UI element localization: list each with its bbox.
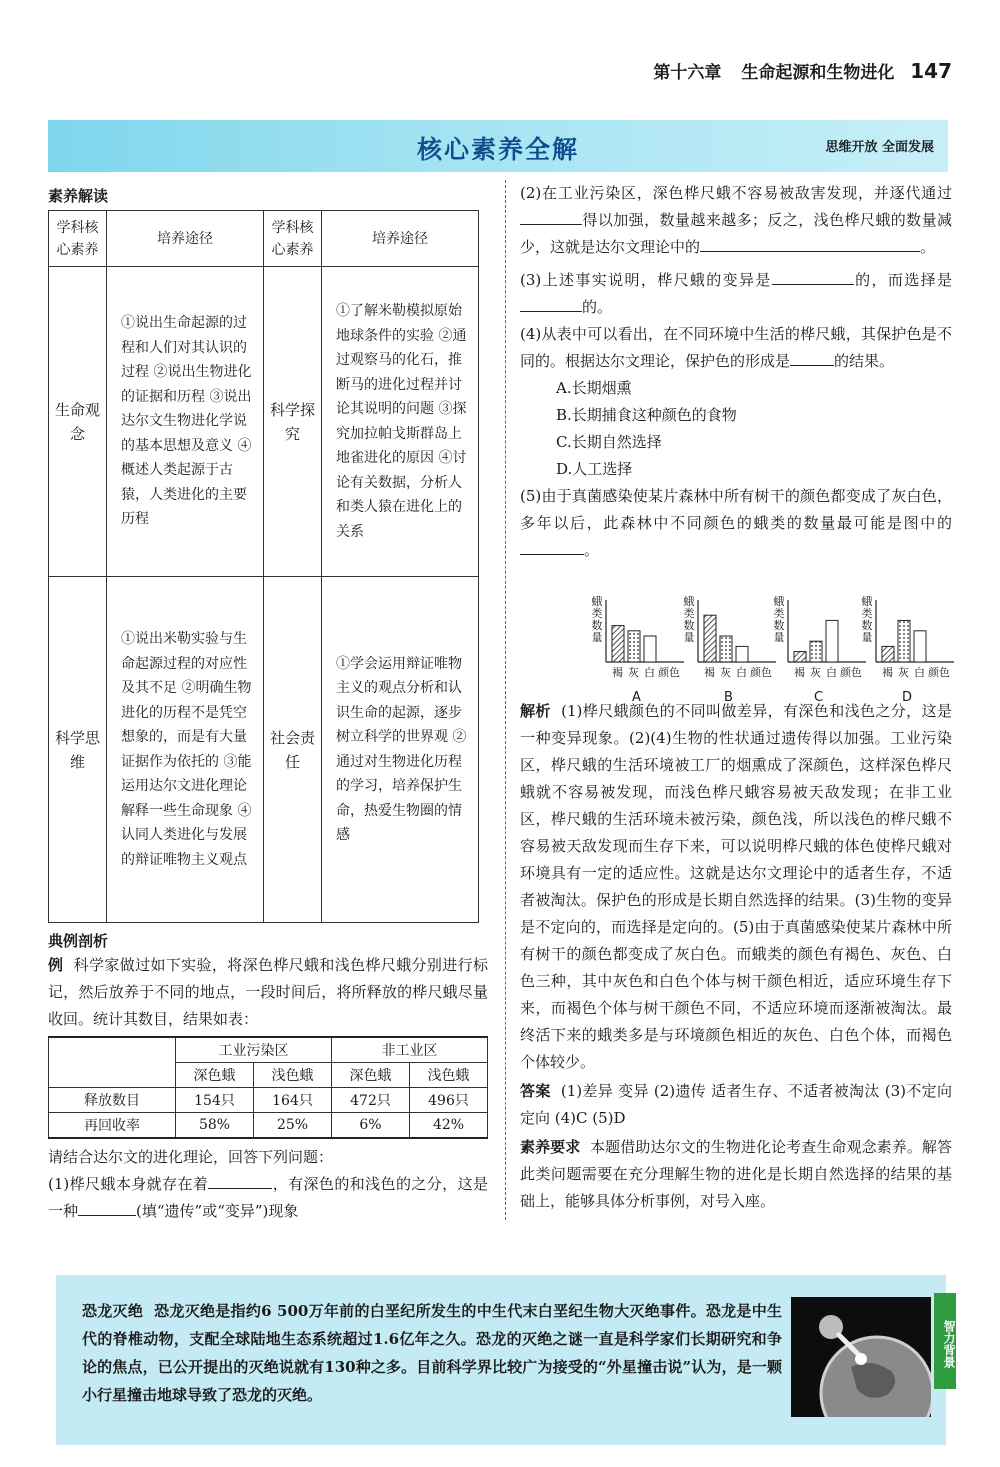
x-tick-label: 白 bbox=[644, 666, 655, 679]
table-cell: 58% bbox=[176, 1113, 254, 1139]
path-cell: ①学会运用辩证唯物主义的观点分析和认识生命的起源，逐步树立科学的世界观 ②通过对生物进化历程的学习，培养保护生命，热爱生物圈的情感 bbox=[322, 577, 479, 923]
requirement-label: 素养要求 bbox=[520, 1138, 581, 1156]
path-cell: ①说出生命起源的过程和人们对其认识的过程 ②说出生物进化的证据和历程 ③说出达尔文生物进化学说的基本思想及意义 ④概述人类起源于古猿，人类进化的主要历程 bbox=[107, 267, 264, 577]
background-body: 恐龙灭绝是指约6 500万年前的白垩纪所发生的中生代末白垩纪生物大灭绝事件。恐龙是中生代的脊椎动物，支配全球陆地生态系统超过1.6亿年之久。恐龙的灭绝之谜一直是科学家们长期研究和争论的焦点，已公开提出的灭绝说就有130种之多。目前科学界比较广为接受的“外星撞击说”认为，是一颗小行星撞击地球导致了恐龙的灭绝。 bbox=[82, 1302, 782, 1404]
y-axis-label: 蛾类数量 bbox=[861, 595, 873, 644]
path-cell: ①说出米勒实验与生命起源过程的对应性及其不足 ②明确生物进化的历程不是凭空想象的，而是有大量证据作为依托的 ③能运用达尔文进化理论解释一些生命现象 ④认同人类进化与发展的辩证唯物主义观点 bbox=[107, 577, 264, 923]
x-tick-label: 灰 bbox=[810, 666, 821, 679]
table-cell: 154只 bbox=[176, 1088, 254, 1113]
question-4: (4)从表中可以看出，在不同环境中生活的桦尺蛾，其保护色是不同的。根据达尔文理论，保护色的形成是 的结果。 bbox=[520, 325, 952, 370]
chart-letter: D bbox=[902, 690, 913, 705]
core-literacy-cell: 生命观念 bbox=[49, 267, 107, 577]
chart-panel-a bbox=[588, 595, 688, 705]
table-cell: 42% bbox=[410, 1113, 488, 1139]
bar-灰 bbox=[810, 641, 822, 662]
x-axis-label: 颜色 bbox=[928, 666, 950, 679]
group-header: 工业污染区 bbox=[176, 1037, 332, 1063]
x-tick-label: 褐 bbox=[704, 666, 715, 679]
x-tick-label: 白 bbox=[736, 666, 747, 679]
y-axis-label: 蛾类数量 bbox=[591, 595, 603, 644]
bar-褐 bbox=[612, 626, 624, 662]
example-section-label: 典例剖析 bbox=[48, 932, 109, 950]
option-d: D.人工选择 bbox=[556, 460, 633, 478]
bar-褐 bbox=[704, 615, 716, 662]
question-1: (1)桦尺蛾本身就存在着 ，有深色的和浅色的之分，这是一种 (填“遗传”或“变异”)现象 bbox=[48, 1171, 488, 1225]
question-5: (5)由于真菌感染使某片森林中所有树干的颜色都变成了灰白色，多年以后，此森林中不同颜色的蛾类的数量最可能是图中的。 bbox=[520, 487, 952, 559]
chart-letter: B bbox=[724, 690, 733, 705]
literacy-table bbox=[48, 210, 479, 923]
bar-灰 bbox=[720, 636, 732, 662]
chart-letter: A bbox=[632, 690, 641, 705]
example-questions-right bbox=[520, 180, 952, 564]
table-row bbox=[49, 577, 479, 923]
bar-灰 bbox=[628, 631, 640, 662]
analysis-block bbox=[520, 698, 952, 1215]
example-intro-text: 科学家做过如下实验，将深色桦尺蛾和浅色桦尺蛾分别进行标记，然后放养于不同的地点，一段时间后，将所释放的桦尺蛾尽量收回。统计其数目，结果如表： bbox=[48, 956, 488, 1028]
x-tick-label: 灰 bbox=[628, 666, 639, 679]
path-cell: ①了解米勒模拟原始地球条件的实验 ②通过观察马的化石，推断马的进化过程并讨论其说明的问题 ③探究加拉帕戈斯群岛上地雀进化的原因 ④讨论有关数据，分析人和类人猿在进化上的关系 bbox=[322, 267, 479, 577]
table-cell: 164只 bbox=[254, 1088, 332, 1113]
core-literacy-cell: 科学探究 bbox=[264, 267, 322, 577]
x-tick-label: 白 bbox=[826, 666, 837, 679]
col-header-path-1: 培养途径 bbox=[107, 211, 264, 267]
group-header: 非工业区 bbox=[332, 1037, 488, 1063]
col-header-core-1: 学科核心素养 bbox=[49, 211, 107, 267]
chart-panel-d bbox=[858, 595, 958, 705]
section-banner bbox=[48, 120, 948, 172]
background-knowledge-box bbox=[56, 1275, 956, 1445]
example-label: 例 bbox=[48, 956, 64, 974]
x-axis-label: 颜色 bbox=[840, 666, 862, 679]
row-label: 释放数目 bbox=[49, 1088, 176, 1113]
x-tick-label: 灰 bbox=[720, 666, 731, 679]
table-cell: 472只 bbox=[332, 1088, 410, 1113]
chart-panel-b bbox=[680, 595, 780, 705]
x-tick-label: 褐 bbox=[882, 666, 893, 679]
analysis-label: 解析 bbox=[520, 702, 551, 720]
requirement-text: 本题借助达尔文的生物进化论考查生命观念素养。解答此类问题需要在充分理解生物的进化是长期自然选择的结果的基础上，能够具体分析事例，对号入座。 bbox=[520, 1138, 952, 1210]
table-cell: 25% bbox=[254, 1113, 332, 1139]
x-tick-label: 褐 bbox=[794, 666, 805, 679]
bar-褐 bbox=[794, 652, 806, 662]
bar-白 bbox=[644, 636, 656, 662]
prompt: 请结合达尔文的进化理论，回答下列问题： bbox=[48, 1148, 334, 1166]
answer-text: (1)差异 变异 (2)遗传 适者生存、不适者被淘汰 (3)不定向 定向 (4)C (5)D bbox=[520, 1082, 952, 1127]
asteroid-earth-image bbox=[791, 1297, 931, 1417]
y-axis-label: 蛾类数量 bbox=[773, 595, 785, 644]
page-header bbox=[653, 58, 952, 83]
question-2: (2)在工业污染区，深色桦尺蛾不容易被敌害发现，并逐代通过得以加强，数量越来越多；反之，浅色桦尺蛾的数量减少，这就是达尔文理论中的 。 bbox=[520, 184, 952, 256]
row-label: 再回收率 bbox=[49, 1113, 176, 1139]
background-text bbox=[82, 1297, 782, 1409]
sub-header: 浅色蛾 bbox=[410, 1063, 488, 1088]
chapter-number: 第十六章 bbox=[653, 63, 722, 83]
background-title: 恐龙灭绝 bbox=[82, 1302, 144, 1320]
x-axis-label: 颜色 bbox=[658, 666, 680, 679]
bar-灰 bbox=[898, 620, 910, 662]
y-axis-label: 蛾类数量 bbox=[683, 595, 695, 644]
table-row bbox=[49, 1113, 488, 1139]
data-table bbox=[48, 1036, 488, 1139]
table-row bbox=[49, 267, 479, 577]
knowledge-tag: 智力背景 bbox=[934, 1293, 956, 1389]
question-3: (3)上述事实说明，桦尺蛾的变异是 的，而选择是的。 bbox=[520, 267, 952, 321]
banner-slogan: 思维开放 全面发展 bbox=[825, 140, 934, 155]
example-intro bbox=[48, 952, 488, 1033]
col-header-core-2: 学科核心素养 bbox=[264, 211, 322, 267]
option-b: B.长期捕食这种颜色的食物 bbox=[556, 406, 737, 424]
sub-header: 浅色蛾 bbox=[254, 1063, 332, 1088]
x-tick-label: 灰 bbox=[898, 666, 909, 679]
chart-letter: C bbox=[814, 690, 824, 705]
core-literacy-cell: 科学思维 bbox=[49, 577, 107, 923]
option-c: C.长期自然选择 bbox=[556, 433, 662, 451]
literacy-section-label: 素养解读 bbox=[48, 187, 109, 205]
sub-header: 深色蛾 bbox=[176, 1063, 254, 1088]
option-a: A.长期烟熏 bbox=[556, 379, 632, 397]
chart-panel-c bbox=[770, 595, 870, 705]
bar-白 bbox=[736, 646, 748, 662]
table-cell: 496只 bbox=[410, 1088, 488, 1113]
core-literacy-cell: 社会责任 bbox=[264, 577, 322, 923]
banner-title: 核心素养全解 bbox=[416, 135, 579, 164]
x-tick-label: 白 bbox=[914, 666, 925, 679]
x-axis-label: 颜色 bbox=[750, 666, 772, 679]
analysis-text: (1)桦尺蛾颜色的不同叫做差异，有深色和浅色之分，这是一种变异现象。(2)(4)生物的性状通过遗传得以加强。工业污染区，桦尺蛾的生活环境被工厂的烟熏成了深颜色，这样深色桦尺蛾就不容易被发现，而浅色桦尺蛾容易被天敌发现；在非工业区，桦尺蛾的生活环境未被污染，颜色浅，所以浅色的桦尺蛾不容易被天敌发现而生存下来，可以说明桦尺蛾的体色使桦尺蛾对环境具有一定的适应性。这就是达尔文理论中的适者生存，不适者被淘汰。保护色的形成是长期自然选择的结果。(3)生物的变异是不定向的，而选择是定向的。(5)由于真菌感染使某片森林中所有树干的颜色都变成了灰白色。而蛾类的颜色有褐色、灰色、白色三种，其中灰色和白色个体与树干颜色相近，适应环境生存下来，而褐色个体与树干颜色不同，不适应环境而逐渐被淘汰。最终活下来的蛾类多是与环境颜色相近的灰色、白色个体，而褐色个体较少。 bbox=[520, 702, 952, 1071]
col-header-path-2: 培养途径 bbox=[322, 211, 479, 267]
table-row bbox=[49, 1088, 488, 1113]
x-tick-label: 褐 bbox=[612, 666, 623, 679]
bar-白 bbox=[826, 620, 838, 662]
page-number: 147 bbox=[910, 59, 952, 83]
bar-白 bbox=[914, 631, 926, 662]
sub-header: 深色蛾 bbox=[332, 1063, 410, 1088]
chapter-title: 生命起源和生物进化 bbox=[741, 63, 895, 83]
column-divider bbox=[505, 180, 506, 1220]
bar-褐 bbox=[882, 646, 894, 662]
answer-label: 答案 bbox=[520, 1082, 551, 1100]
table-cell: 6% bbox=[332, 1113, 410, 1139]
example-questions-left bbox=[48, 1144, 488, 1225]
